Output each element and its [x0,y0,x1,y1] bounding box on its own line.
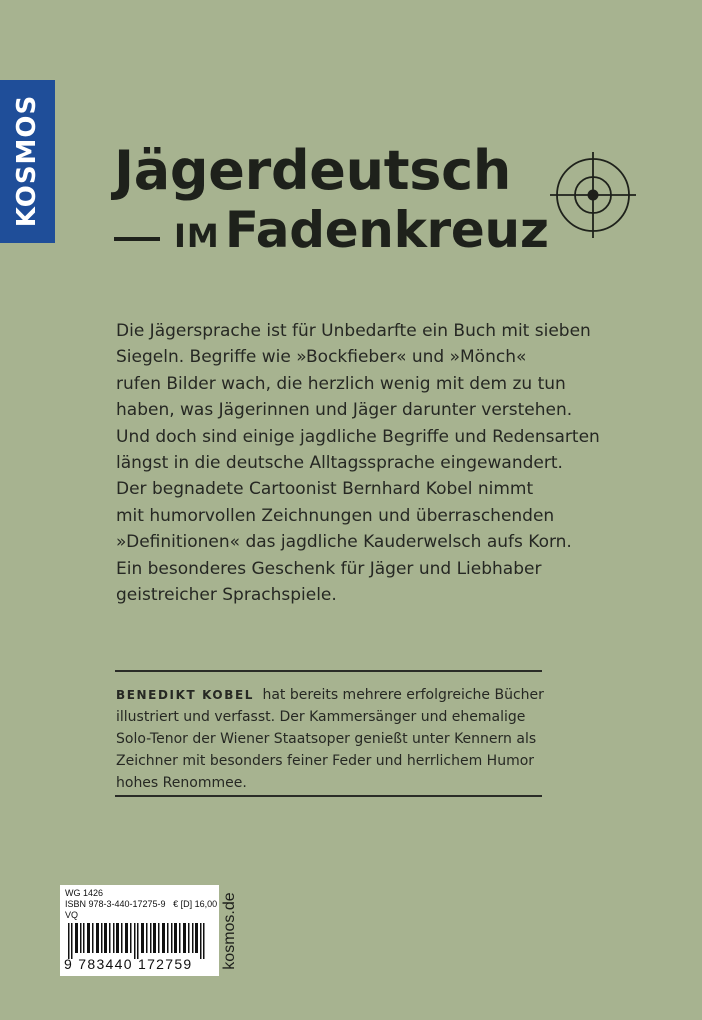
author-bio [116,684,556,794]
bio-line: illustriert und verfasst. Der Kammersänger und ehemalige [116,709,526,725]
barcode-bars [68,923,211,959]
blurb-line: Ein besonderes Geschenk für Jäger und Liebhaber [116,558,542,579]
title-im: IM [174,217,220,255]
blurb-line: rufen Bilder wach, die herzlich wenig mit dem zu tun [116,373,566,394]
crosshair-target-icon [550,152,636,238]
blurb-text [116,318,600,608]
blurb-line: Siegeln. Begriffe wie »Bockfieber« und »Mönch« [116,347,527,368]
blurb-line: mit humorvollen Zeichnungen und überraschenden [116,505,555,526]
barcode-code: VQ [65,910,79,920]
divider-top [115,670,542,672]
blurb-line: Die Jägersprache ist für Unbedarfte ein Buch mit sieben [116,321,591,341]
barcode-isbn: ISBN 978-3-440-17275-9 [65,899,166,909]
blurb-line: Und doch sind einige jagdliche Begriffe und Redensarten [116,426,600,447]
bio-line: Zeichner mit besonders feiner Feder und herrlichem Humor [116,753,535,769]
website-url[interactable]: kosmos.de [221,892,238,970]
blurb-line: haben, was Jägerinnen und Jäger darunter verstehen. [116,400,573,421]
blurb-line: längst in die deutsche Alltagssprache eingewandert. [116,453,563,474]
barcode-price: € [D] 16,00 [173,899,218,909]
barcode-digits: 9 783440 172759 [64,956,193,972]
divider-bottom [115,795,542,797]
barcode-wg: WG 1426 [65,888,104,898]
title-dash [114,237,160,241]
barcode-label [60,885,219,976]
blurb-line: geistreicher Sprachspiele. [116,585,337,606]
kosmos-logo-text: KOSMOS [12,94,42,228]
title-fadenkreuz: Fadenkreuz [224,201,549,259]
kosmos-logo [0,80,55,243]
bio-line: Solo-Tenor der Wiener Staatsoper genießt unter Kennern als [116,731,537,747]
bio-line: hohes Renommee. [116,775,247,791]
barcode-isbn-row [65,899,217,910]
blurb-line: Der begnadete Cartoonist Bernhard Kobel nimmt [116,479,534,500]
title-line-2 [114,200,549,272]
blurb-line: »Definitionen« das jagdliche Kauderwelsch aufs Korn. [116,532,572,553]
title-line-1: Jägerdeutsch [114,139,511,202]
author-name: BENEDIKT KOBEL [116,688,255,702]
bio-line [116,684,556,706]
bio-line-1-rest: hat bereits mehrere erfolgreiche Bücher [262,687,544,703]
